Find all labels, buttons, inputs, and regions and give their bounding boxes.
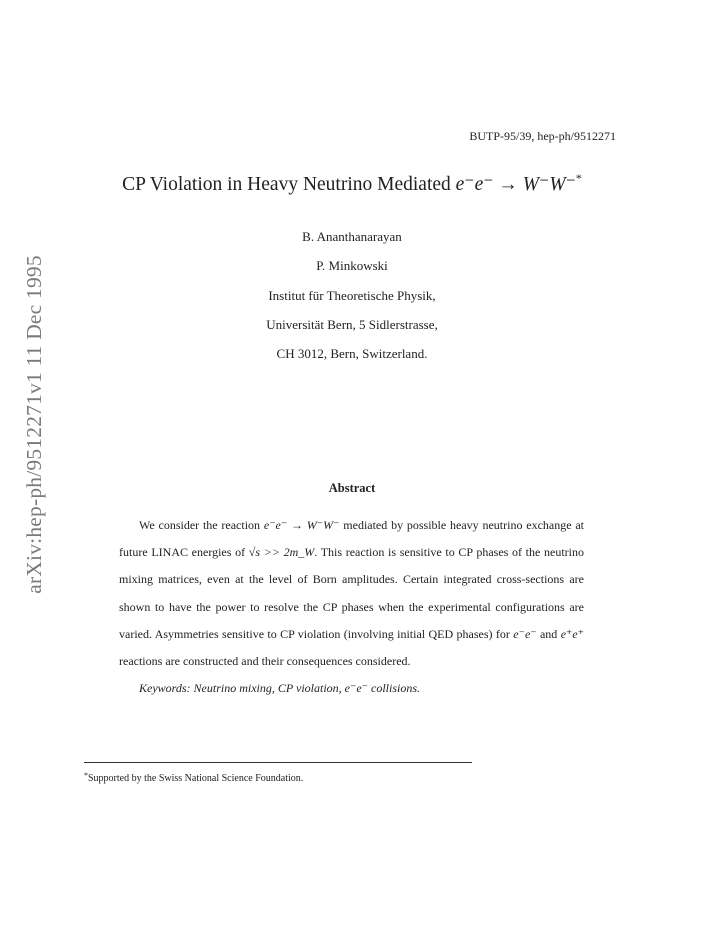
affiliation-line: CH 3012, Bern, Switzerland.: [276, 346, 428, 362]
abstract-heading: Abstract: [328, 481, 376, 495]
arxiv-identifier: arXiv:hep-ph/9512271v1 11 Dec 1995: [21, 254, 46, 594]
title-reaction: e⁻e⁻ → W⁻W⁻: [455, 174, 576, 195]
affiliation-line: Universität Bern, 5 Sidlerstrasse,: [266, 316, 438, 332]
affiliation-line: Institut für Theoretische Physik,: [268, 287, 436, 303]
author-name: P. Minkowski: [316, 258, 388, 274]
reaction-electron-electron: e⁻e⁻: [513, 626, 537, 641]
keywords-text: Keywords: Neutrino mixing, CP violation,: [139, 681, 342, 696]
abstract-text: mediated by possible heavy neutrino exchange at future LINAC energies of: [119, 518, 585, 560]
title-text: CP Violation in Heavy Neutrino Mediated: [122, 174, 451, 195]
keywords-line: [119, 675, 584, 702]
abstract-text: and: [539, 626, 558, 641]
keywords-reaction: e⁻e⁻: [344, 681, 368, 696]
author-name: B. Ananthanarayan: [302, 229, 402, 244]
abstract-text: reactions are constructed and their consequences considered.: [119, 654, 411, 669]
paper-title: [0, 171, 704, 196]
footnote-text: Supported by the Swiss National Science Foundation.: [88, 773, 304, 784]
report-number: BUTP-95/39, hep-ph/9512271: [469, 129, 616, 143]
abstract-text: . This reaction is sensitive to CP phases of the neutrino mixing matrices, even at the level of Born amplitudes. Certain integrated cross-sections are shown to have the power to resolve the CP phases when the experimental configurations are varied. Asymmetries sensitive to CP violation (involving initial QED phases) for: [119, 545, 584, 641]
footnote-marker: *: [84, 771, 88, 780]
reaction-positron-positron: e⁺e⁺: [560, 626, 585, 641]
energy-condition: √s >> 2m_W: [248, 545, 315, 560]
abstract-text: We consider the reaction: [139, 518, 261, 532]
footnote: [84, 771, 303, 784]
title-footnote-marker: *: [575, 171, 582, 185]
footnote-divider: [84, 762, 472, 763]
keywords-text: collisions.: [371, 681, 421, 696]
abstract-paragraph: [119, 512, 584, 675]
abstract-reaction: e⁻e⁻ → W⁻W⁻: [263, 518, 340, 532]
abstract-body: [119, 512, 584, 702]
author-block: [0, 222, 704, 368]
